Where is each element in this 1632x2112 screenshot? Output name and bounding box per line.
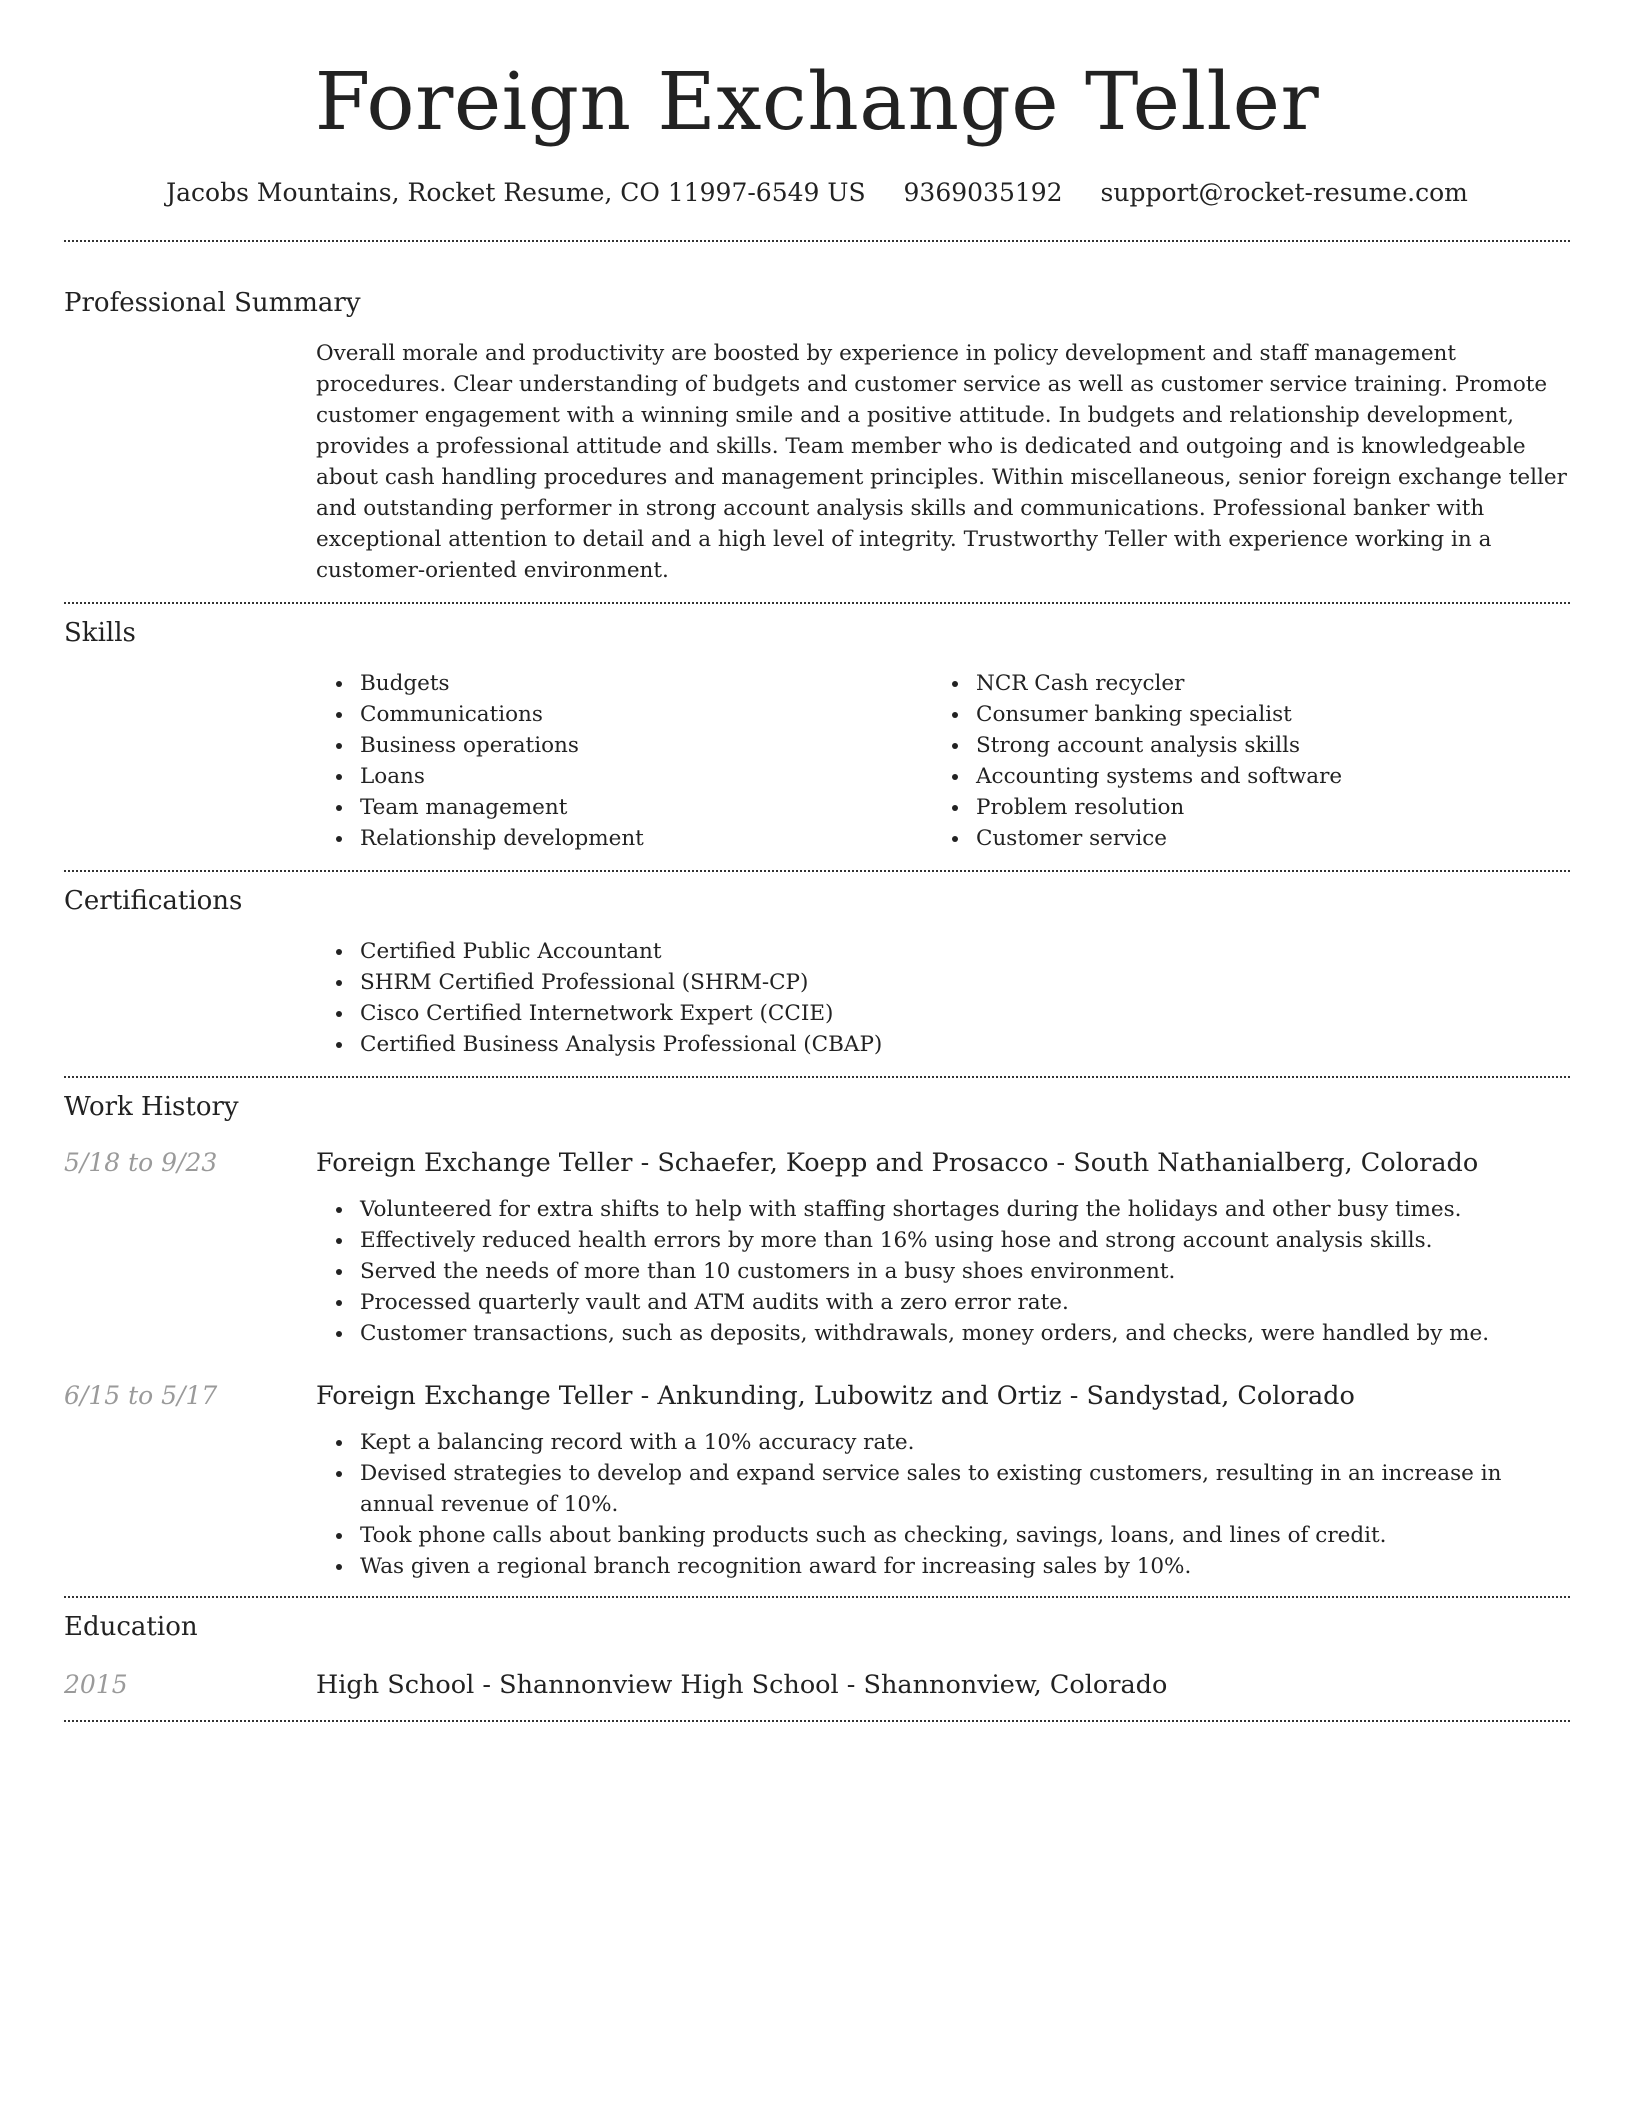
section-divider [64, 870, 1570, 872]
section-divider [64, 602, 1570, 604]
job-entry [64, 1146, 1570, 1349]
job-dates: 5/18 to 9/23 [64, 1148, 218, 1177]
education-section-title: Education [64, 1612, 198, 1642]
job-heading: Foreign Exchange Teller - Ankunding, Lubowitz and Ortiz - Sandystad, Colorado [316, 1381, 1355, 1411]
skills-column-left [316, 668, 932, 854]
skill-item: Accounting systems and software [976, 761, 1548, 792]
job-bullet: Effectively reduced health errors by more than 16% using hose and strong account analysis skills. [360, 1225, 1570, 1256]
skill-item: Relationship development [360, 823, 932, 854]
job-bullet: Kept a balancing record with a 10% accuracy rate. [360, 1427, 1570, 1458]
contact-address: Jacobs Mountains, Rocket Resume, CO 11997-6549 US [166, 178, 866, 207]
resume-name: Foreign Exchange Teller [314, 55, 1320, 148]
job-header [64, 1379, 1570, 1413]
skill-item: Budgets [360, 668, 932, 699]
job-bullets [316, 1427, 1570, 1582]
education-heading: High School - Shannonview High School - Shannonview, Colorado [316, 1670, 1168, 1700]
job-bullet: Took phone calls about banking products such as checking, savings, loans, and lines of credit. [360, 1520, 1570, 1551]
certifications-section-title: Certifications [64, 886, 243, 916]
contact-phone: 9369035192 [903, 178, 1063, 207]
resume-page [64, 0, 1570, 1722]
skill-item: Customer service [976, 823, 1548, 854]
summary-text: Overall morale and productivity are boosted by experience in policy development and staff management procedures. Clear understanding of budgets and customer service as well as customer service training. Promote customer engagement with a winning smile and a positive attitude. In budgets and relationship development, provides a professional attitude and skills. Team member who is dedicated and outgoing and is knowledgeable about cash handling procedures and management principles. Within miscellaneous, senior foreign exchange teller and outstanding performer in strong account analysis skills and communications. Professional banker with exceptional attention to detail and a high level of integrity. Trustworthy Teller with experience working in a customer-oriented environment. [316, 341, 1567, 583]
skill-item: Consumer banking specialist [976, 699, 1548, 730]
skill-item: Loans [360, 761, 932, 792]
contact-email: support@rocket-resume.com [1100, 178, 1468, 207]
skills-column-right [932, 668, 1548, 854]
job-bullet: Processed quarterly vault and ATM audits with a zero error rate. [360, 1287, 1570, 1318]
section-divider [64, 240, 1570, 242]
skills-list [316, 668, 1570, 854]
job-bullet: Customer transactions, such as deposits, withdrawals, money orders, and checks, were handled by me. [360, 1318, 1570, 1349]
skill-item: Business operations [360, 730, 932, 761]
contact-line [64, 176, 1570, 210]
job-entry [64, 1379, 1570, 1582]
education-entry [64, 1668, 1570, 1702]
skill-item: Strong account analysis skills [976, 730, 1548, 761]
job-bullet: Devised strategies to develop and expand service sales to existing customers, resulting in an increase in annual revenue of 10%. [360, 1458, 1570, 1520]
skill-item: Communications [360, 699, 932, 730]
certification-item: SHRM Certified Professional (SHRM-CP) [360, 967, 1570, 998]
section-divider [64, 1076, 1570, 1078]
certification-item: Certified Public Accountant [360, 936, 1570, 967]
certification-item: Cisco Certified Internetwork Expert (CCIE) [360, 998, 1570, 1029]
job-bullets [316, 1194, 1570, 1349]
job-bullet: Was given a regional branch recognition award for increasing sales by 10%. [360, 1551, 1570, 1582]
certification-item: Certified Business Analysis Professional (CBAP) [360, 1029, 1570, 1060]
section-divider [64, 1720, 1570, 1722]
skills-section-title: Skills [64, 618, 136, 648]
job-dates: 6/15 to 5/17 [64, 1381, 218, 1410]
certifications-list [316, 936, 1570, 1060]
skill-item: Problem resolution [976, 792, 1548, 823]
job-header [64, 1146, 1570, 1180]
job-bullet: Served the needs of more than 10 customers in a busy shoes environment. [360, 1256, 1570, 1287]
skill-item: Team management [360, 792, 932, 823]
education-year: 2015 [64, 1670, 128, 1699]
skill-item: NCR Cash recycler [976, 668, 1548, 699]
job-bullet: Volunteered for extra shifts to help with staffing shortages during the holidays and other busy times. [360, 1194, 1570, 1225]
section-divider [64, 1596, 1570, 1598]
work-history-section-title: Work History [64, 1092, 239, 1122]
summary-section-title: Professional Summary [64, 288, 361, 318]
job-heading: Foreign Exchange Teller - Schaefer, Koepp and Prosacco - South Nathanialberg, Colorado [316, 1148, 1479, 1178]
